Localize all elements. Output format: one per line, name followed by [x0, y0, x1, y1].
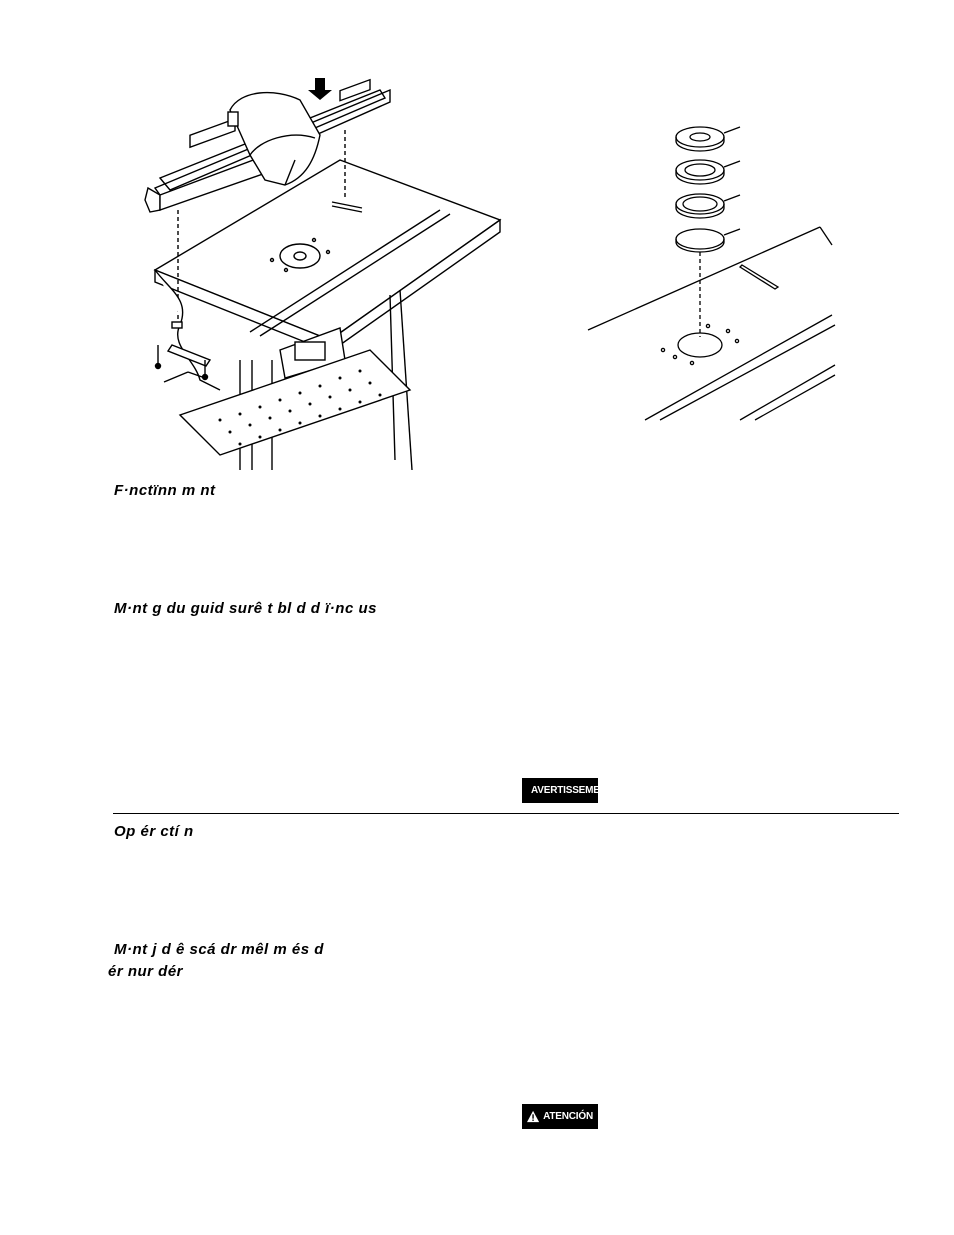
warning-badge-avertissement [522, 778, 613, 803]
heading-insert-mounting-line2: ér nur dér [108, 963, 184, 980]
heading-fence-function: F·nctïnn m nt [114, 482, 216, 499]
insert-rings-figure [580, 115, 840, 425]
router-table-figure [100, 60, 510, 480]
warning-label: AVERTISSEMENT [531, 785, 613, 796]
warning-badge-atencion [522, 1104, 598, 1129]
warning-triangle-icon [527, 1110, 539, 1123]
heading-fence-mounting: M·nt g du guid surê t bl d d ï·nc us [114, 600, 377, 617]
caution-label: ATENCIÓN [543, 1111, 593, 1122]
heading-operation: Op ér ctí n [114, 823, 194, 840]
heading-insert-mounting-line1: M·nt j d ê scá dr mêl m és d [114, 941, 324, 958]
section-divider [113, 813, 899, 814]
